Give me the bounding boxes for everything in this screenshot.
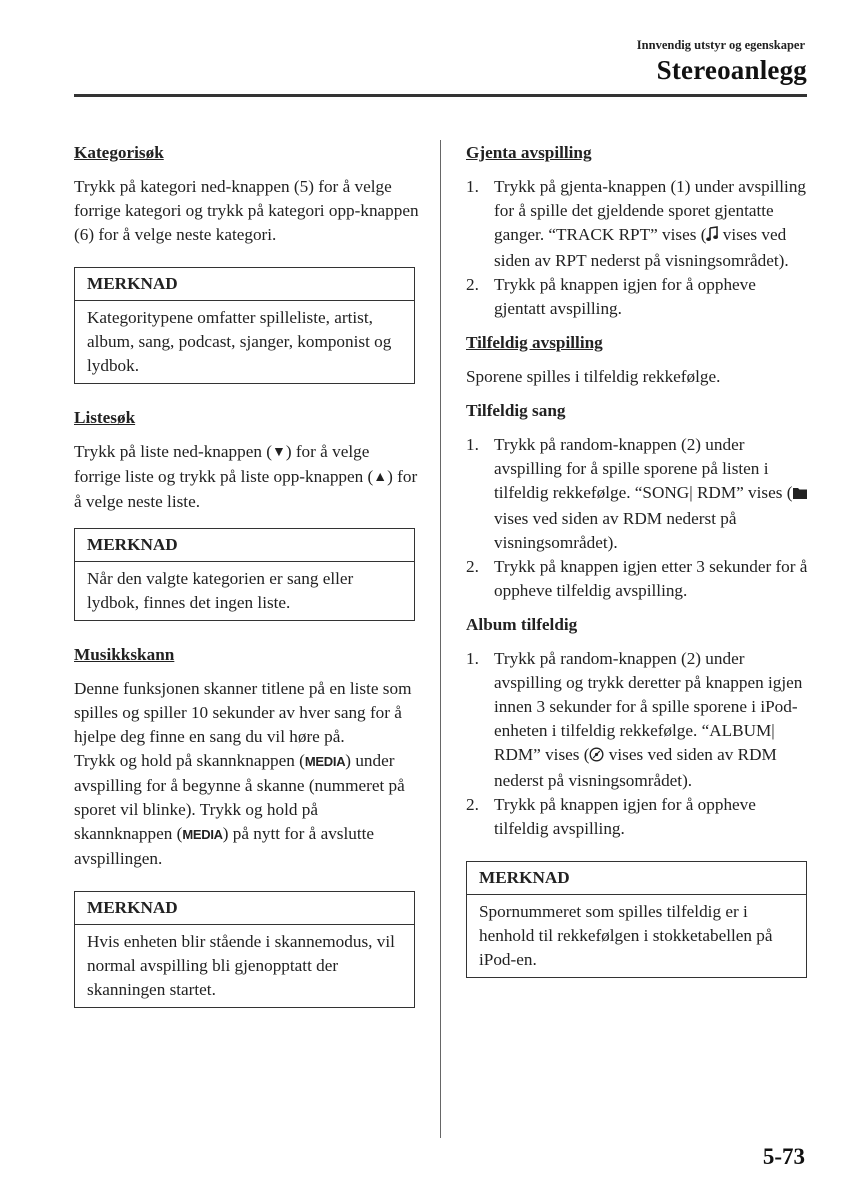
step-text-b: vises ved siden av RDM nederst på visningsområdet). xyxy=(494,745,777,790)
step-text-a: Trykk på random-knappen (2) under avspilling for å spille sporene på listen i tilfeldig rekkefølge. “SONG| RDM” vises ( xyxy=(494,435,793,502)
step-text-a: Trykk på random-knappen (2) under avspilling og trykk deretter på knappen igjen innen 3 sekunder for å spille sporene i iPod-enheten i tilfeldig rekkefølge. “ALBUM| RDM” vises ( xyxy=(494,649,803,764)
musikkskann-text: Denne funksjonen skanner titlene på en liste som spilles og spiller 10 sekunder av hver sang for å hjelpe deg finne en sang du vil høre på. xyxy=(74,679,412,746)
list-item xyxy=(466,433,811,555)
listesok-text-a: Trykk på liste ned-knappen ( xyxy=(74,442,272,461)
sang-steps xyxy=(466,433,811,603)
page-title: Stereoanlegg xyxy=(656,55,807,85)
list-item xyxy=(466,175,811,273)
note-text: Når den valgte kategorien er sang eller lydbok, finnes det ingen liste. xyxy=(87,569,354,612)
musikkskann-text-a: Trykk og hold på skannknappen ( xyxy=(74,751,305,770)
tilfeldig-text: Sporene spilles i tilfeldig rekkefølge. xyxy=(466,367,721,386)
listesok-text-c: ) for å velge neste liste. xyxy=(74,467,418,511)
right-column xyxy=(466,141,811,978)
listesok-text-b: ) for å velge forrige liste og trykk på liste opp-knappen ( xyxy=(74,442,374,486)
step-text-b: vises ved siden av RDM nederst på visningsområdet). xyxy=(494,509,737,552)
note-label: MERKNAD xyxy=(75,892,414,925)
step-number: 1. xyxy=(466,177,479,196)
step-text-b: vises ved siden av RPT nederst på visningsområdet). xyxy=(494,225,789,270)
step-text-a: Trykk på gjenta-knappen (1) under avspilling for å spille det gjeldende sporet gjentatte ganger. “TRACK RPT” vises ( xyxy=(494,177,807,244)
note-box xyxy=(74,267,415,384)
subheading-tilfeldig-sang: Tilfeldig sang xyxy=(466,401,566,420)
musikkskann-instructions xyxy=(74,749,419,871)
list-item xyxy=(466,793,811,841)
step-number: 2. xyxy=(466,557,479,576)
section-heading-tilfeldig: Tilfeldig avspilling xyxy=(466,333,603,352)
note-text: Kategoritypene omfatter spilleliste, artist, album, sang, podcast, sjanger, komponist og lydbok. xyxy=(87,308,392,375)
step-number: 2. xyxy=(466,275,479,294)
header-section-label: Innvendig utstyr og egenskaper xyxy=(636,38,805,52)
note-box xyxy=(74,528,415,621)
gjenta-steps xyxy=(466,175,811,321)
section-heading-musikkskann: Musikkskann xyxy=(74,645,175,664)
note-box xyxy=(466,861,807,978)
disc-icon xyxy=(589,745,604,769)
column-divider xyxy=(440,140,441,1138)
list-item xyxy=(466,555,811,603)
note-label: MERKNAD xyxy=(467,862,806,895)
list-item xyxy=(466,273,811,321)
step-text-a: Trykk på knappen igjen for å oppheve tilfeldig avspilling. xyxy=(494,795,756,838)
step-number: 1. xyxy=(466,649,479,668)
media-button-label: MEDIA xyxy=(182,827,223,842)
folder-icon xyxy=(792,483,809,507)
subheading-album-tilfeldig: Album tilfeldig xyxy=(466,615,578,634)
step-number: 1. xyxy=(466,435,479,454)
list-item xyxy=(466,647,811,793)
note-label: MERKNAD xyxy=(75,529,414,562)
up-triangle-icon: ▲ xyxy=(373,470,388,485)
note-box xyxy=(74,891,415,1008)
page-number: 5-73 xyxy=(762,1144,805,1169)
left-column xyxy=(74,141,419,1008)
note-text: Hvis enheten blir stående i skannemodus, vil normal avspilling bli gjenopptatt der skanningen startet. xyxy=(87,932,395,999)
musikkskann-text-b: ) under avspilling for å begynne å skanne (nummeret på sporet vil blinke). Trykk og hold på skannknappen ( xyxy=(74,751,405,843)
down-triangle-icon: ▼ xyxy=(271,445,286,460)
header-divider xyxy=(74,94,807,97)
step-text-a: Trykk på knappen igjen for å oppheve gjentatt avspilling. xyxy=(494,275,756,318)
media-button-label: MEDIA xyxy=(304,754,346,769)
kategorisok-text: Trykk på kategori ned-knappen (5) for å velge forrige kategori og trykk på kategori opp-knappen (6) for å velge neste kategori. xyxy=(74,177,419,244)
note-text: Spornummeret som spilles tilfeldig er i henhold til rekkefølgen i stokketabellen på iPod-en. xyxy=(479,902,773,969)
musikkskann-text-c: ) på nytt for å avslutte avspillingen. xyxy=(74,824,375,868)
section-heading-kategorisok: Kategorisøk xyxy=(74,143,164,162)
listesok-text xyxy=(74,440,419,514)
section-heading-listesok: Listesøk xyxy=(74,408,136,427)
step-text-a: Trykk på knappen igjen etter 3 sekunder for å oppheve tilfeldig avspilling. xyxy=(494,557,808,600)
album-steps xyxy=(466,647,811,841)
repeat-note-icon xyxy=(706,225,718,249)
section-heading-gjenta: Gjenta avspilling xyxy=(466,143,592,162)
note-label: MERKNAD xyxy=(75,268,414,301)
step-number: 2. xyxy=(466,795,479,814)
